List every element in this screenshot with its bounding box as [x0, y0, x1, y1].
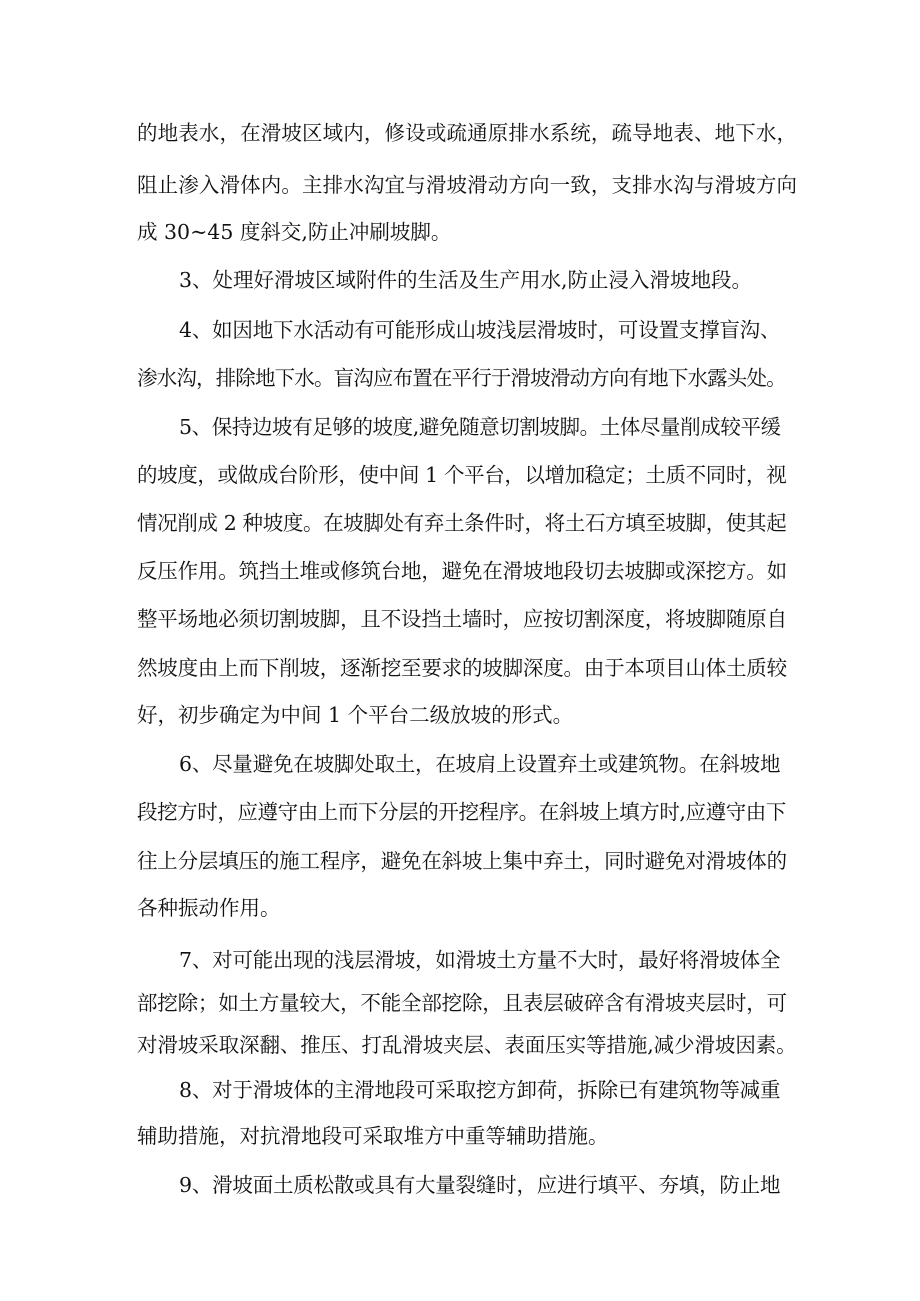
text-line: 辅助措施，对抗滑地段可采取堆方中重等辅助措施。 [137, 1124, 609, 1148]
text-line: 各种振动作用。 [137, 896, 281, 920]
text-line: 对滑坡采取深翻、推压、打乱滑坡夹层、表面压实等措施,减少滑坡因素。 [137, 1033, 797, 1057]
text-line: 5、保持边坡有足够的坡度,避免随意切割坡脚。土体尽量削成较平缓 [179, 415, 781, 439]
text-line: 部挖除；如土方量较大，不能全部挖除，且表层破碎含有滑坡夹层时，可 [137, 991, 787, 1015]
text-line: 4、如因地下水活动有可能形成山坡浅层滑坡时，可设置支撑盲沟、 [179, 318, 781, 342]
text-line: 情况削成 2 种坡度。在坡脚处有弃土条件时，将土石方填至坡脚，使其起 [137, 511, 787, 535]
text-line: 成 30~45 度斜交,防止冲刷坡脚。 [137, 220, 452, 244]
text-line: 8、对于滑坡体的主滑地段可采取挖方卸荷，拆除已有建筑物等减重 [179, 1078, 781, 1102]
text-line: 往上分层填压的施工程序，避免在斜坡上集中弃土，同时避免对滑坡体的 [137, 849, 787, 873]
text-line: 的地表水，在滑坡区域内，修设或疏通原排水系统，疏导地表、地下水， [137, 121, 798, 145]
text-line: 好，初步确定为中间 1 个平台二级放坡的形式。 [137, 703, 574, 727]
text-line: 整平场地必须切割坡脚，且不设挡土墙时，应按切割深度，将坡脚随原自 [137, 607, 787, 631]
text-line: 的坡度，或做成台阶形，使中间 1 个平台，以增加稳定；土质不同时，视 [137, 463, 787, 487]
text-line: 6、尽量避免在坡脚处取土，在坡肩上设置弃土或建筑物。在斜坡地 [179, 752, 781, 776]
text-line: 然坡度由上而下削坡，逐渐挖至要求的坡脚深度。由于本项目山体土质较 [137, 656, 787, 680]
text-line: 7、对可能出现的浅层滑坡，如滑坡土方量不大时，最好将滑坡体全 [179, 948, 781, 972]
text-line: 阻止渗入滑体内。主排水沟宜与滑坡滑动方向一致，支排水沟与滑坡方向 [137, 173, 798, 197]
text-line: 渗水沟，排除地下水。盲沟应布置在平行于滑坡滑动方向有地下水露头处。 [137, 366, 786, 390]
text-line: 反压作用。筑挡土堆或修筑台地，避免在滑坡地段切去坡脚或深挖方。如 [137, 559, 787, 583]
text-line: 9、滑坡面土质松散或具有大量裂缝时，应进行填平、夯填，防止地 [179, 1173, 781, 1197]
text-line: 段挖方时，应遵守由上而下分层的开挖程序。在斜坡上填方时,应遵守由下 [137, 800, 786, 824]
text-line: 3、处理好滑坡区域附件的生活及生产用水,防止浸入滑坡地段。 [179, 268, 753, 292]
